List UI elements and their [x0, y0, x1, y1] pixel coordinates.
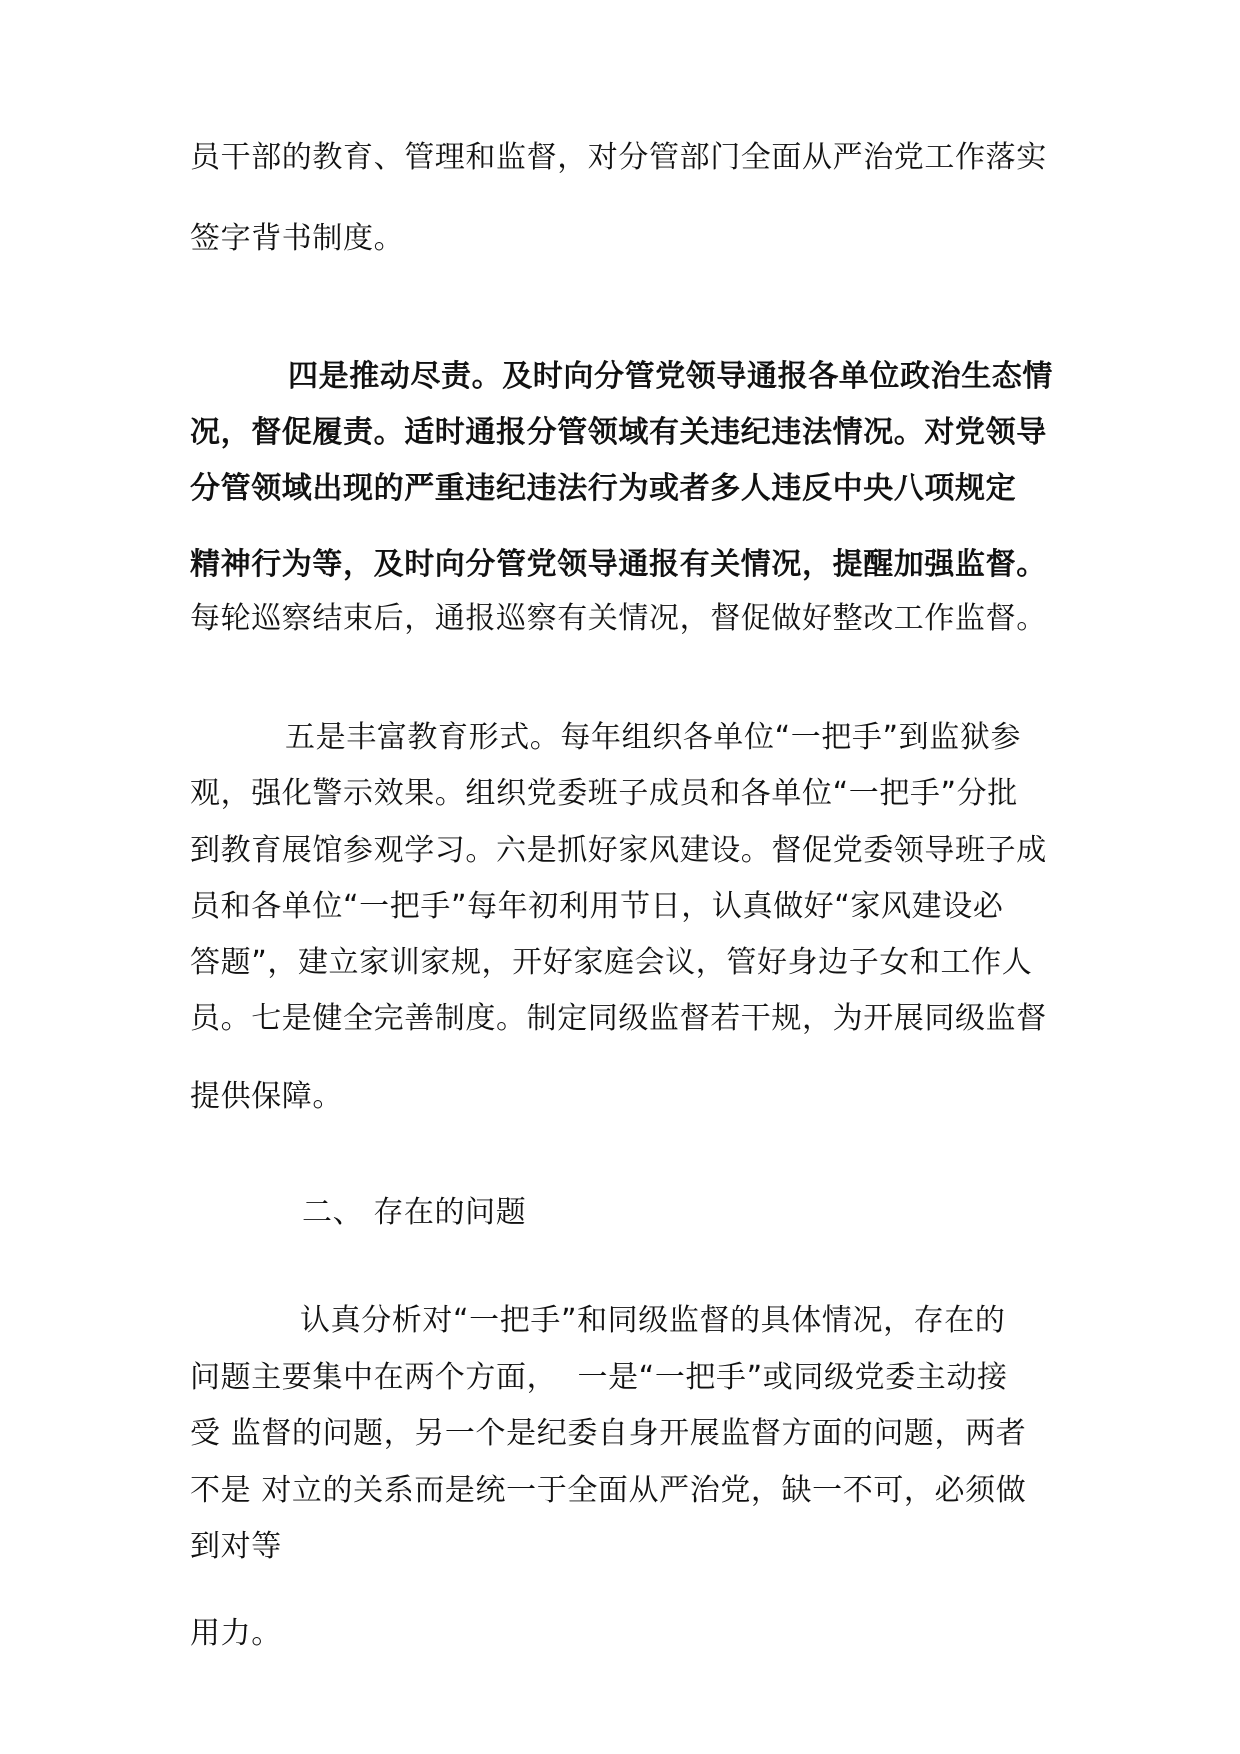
text-line-5: 分管领域出现的严重违纪违法行为或者多人违反中央八项规定 [190, 471, 1017, 506]
text-line-17: 问题主要集中在两个方面， 一是“一把手”或同级党委主动接 [190, 1360, 1008, 1395]
text-line-16: 认真分析对“一把手”和同级监督的具体情况，存在的 [300, 1303, 1006, 1338]
text-line-21: 用力。 [190, 1616, 282, 1651]
section-heading: 二、 存在的问题 [302, 1195, 527, 1230]
text-line-19: 不是 对立的关系而是统一于全面从严治党，缺一不可，必须做 [190, 1473, 1027, 1508]
text-line-10: 到教育展馆参观学习。六是抓好家风建设。督促党委领导班子成 [190, 833, 1047, 868]
text-line-3: 四是推动尽责。及时向分管党领导通报各单位政治生态情 [288, 359, 1053, 394]
text-line-1: 员干部的教育、管理和监督，对分管部门全面从严治党工作落实 [190, 140, 1047, 175]
text-line-7: 每轮巡察结束后，通报巡察有关情况，督促做好整改工作监督。 [190, 601, 1047, 636]
text-line-2: 签字背书制度。 [190, 221, 405, 256]
text-line-8: 五是丰富教育形式。每年组织各单位“一把手”到监狱参 [285, 720, 1022, 755]
text-line-4: 况，督促履责。适时通报分管领域有关违纪违法情况。对党领导 [190, 415, 1047, 450]
text-line-6: 精神行为等，及时向分管党领导通报有关情况，提醒加强监督。 [190, 547, 1047, 582]
text-line-20: 到对等 [190, 1529, 282, 1564]
text-line-11: 员和各单位“一把手”每年初利用节日，认真做好“家风建设必 [190, 889, 1004, 924]
text-line-9: 观，强化警示效果。组织党委班子成员和各单位“一把手”分批 [190, 776, 1018, 811]
text-line-13: 员。七是健全完善制度。制定同级监督若干规，为开展同级监督 [190, 1001, 1047, 1036]
text-line-12: 答题”，建立家训家规，开好家庭会议，管好身边子女和工作人 [190, 945, 1033, 980]
text-line-18: 受 监督的问题，另一个是纪委自身开展监督方面的问题，两者 [190, 1416, 1027, 1451]
text-line-14: 提供保障。 [190, 1079, 343, 1114]
